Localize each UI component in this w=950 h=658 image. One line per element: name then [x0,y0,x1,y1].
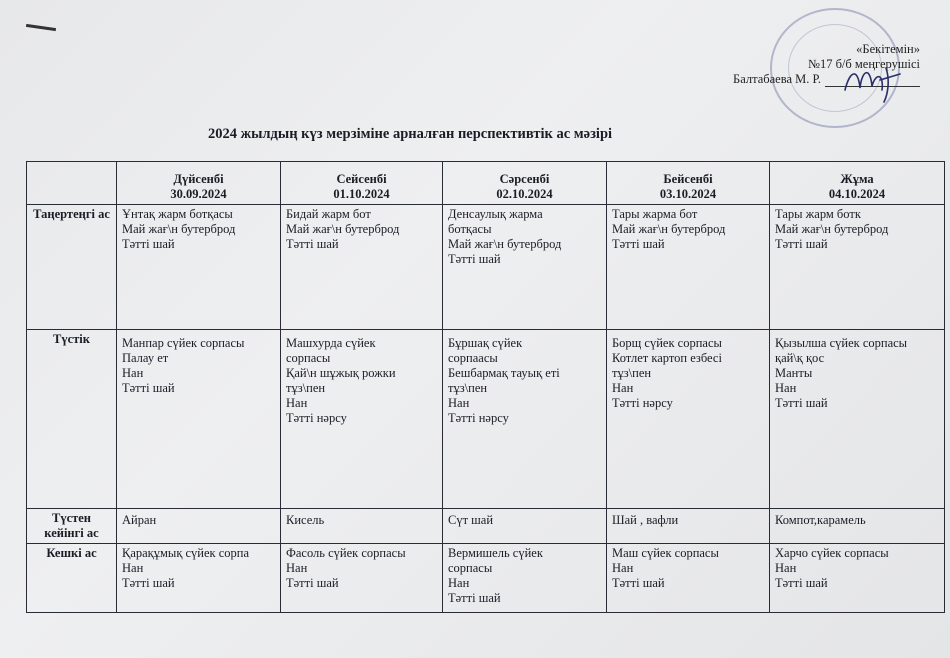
dish-item: Тәтті шай [122,381,175,395]
dish-item: Тәтті нәрсу [448,411,509,425]
day-header: Жұма 04.10.2024 [770,162,945,205]
day-header: Сәрсенбі 02.10.2024 [443,162,607,205]
dish-item: Кисель [286,513,325,527]
header-row [27,162,945,205]
dish-item: Палау ет [122,351,169,365]
signer-name: Балтабаева М. Р. [733,72,821,86]
handwritten-signature [840,60,910,105]
dish-item: Қарақұмық сүйек сорпа [122,546,250,560]
dish-item: Шай , вафли [612,513,679,527]
dish-item: Нан [775,381,797,395]
menu-cell [281,544,443,613]
dish-item: Нан [286,396,308,410]
menu-cell [117,509,281,544]
menu-cell [281,509,443,544]
dish-item: Нан [286,561,308,575]
menu-cell [281,330,443,509]
corner-cell [27,162,117,205]
day-header: Дүйсенбі 30.09.2024 [117,162,281,205]
dish-item: Ұнтақ жарм ботқасы [122,207,233,221]
dish-item: Май жағ\н бутерброд [448,237,562,251]
menu-cell [443,544,607,613]
menu-cell [443,330,607,509]
menu-cell [607,544,770,613]
menu-cell [443,205,607,330]
dish-item: Май жағ\н бутерброд [122,222,236,236]
meal-label: Таңертеңгі ас [27,205,117,330]
dish-item: Тәтті шай [775,237,828,251]
menu-cell [117,330,281,509]
dish-item: Тәтті шай [286,576,339,590]
dish-item: Манпар сүйек сорпасы [122,336,245,350]
dish-item: ботқасы [448,222,492,236]
dish-item: Тәтті шай [775,396,828,410]
dish-item: Фасоль сүйек сорпасы [286,546,406,560]
pen-mark [26,24,56,31]
meal-label: Түстен кейінгі ас [27,509,117,544]
dish-item: тұз\пен [286,381,326,395]
menu-cell [770,544,945,613]
menu-cell [770,509,945,544]
dish-item: Май жағ\н бутерброд [612,222,726,236]
menu-table [26,161,945,613]
dish-item: Тәтті шай [448,252,501,266]
dish-item: Қызылша сүйек сорпасы [775,336,908,350]
dish-item: сорпасы [286,351,331,365]
dish-item: Тәтті нәрсу [612,396,673,410]
dish-item: Тәтті шай [286,237,339,251]
dish-item: Қай\н шұжық рожки [286,366,396,380]
table-row [27,205,945,330]
meal-label: Кешкі ас [27,544,117,613]
menu-cell [443,509,607,544]
dish-item: Харчо сүйек сорпасы [775,546,889,560]
dish-item: Бидай жарм бот [286,207,371,221]
table-row [27,544,945,613]
dish-item: Машхурда сүйек [286,336,376,350]
dish-item: Тары жарма бот [612,207,698,221]
meal-label: Түстік [27,330,117,509]
dish-item: Май жағ\н бутерброд [775,222,889,236]
menu-cell [607,509,770,544]
dish-item: Тәтті шай [448,591,501,605]
document-title: 2024 жылдың күз мерзіміне арналған перспективтік ас мәзірі [207,126,613,142]
dish-item: Тәтті шай [122,237,175,251]
dish-item: Маш сүйек сорпасы [612,546,719,560]
dish-item: қай\қ қос [775,351,825,365]
menu-cell [117,544,281,613]
dish-item: Тәтті шай [775,576,828,590]
dish-item: Айран [122,513,157,527]
dish-item: Бешбармақ тауық еті [448,366,560,380]
dish-item: сорпасы [448,561,493,575]
dish-item: Котлет картоп езбесі [612,351,722,365]
day-header: Сейсенбі 01.10.2024 [281,162,443,205]
dish-item: сорпаасы [448,351,498,365]
dish-item: Манты [775,366,813,380]
dish-item: Тары жарм ботк [775,207,861,221]
table-row [27,330,945,509]
dish-item: Тәтті шай [122,576,175,590]
dish-item: тұз\пен [448,381,488,395]
dish-item: Компот,карамель [775,513,866,527]
day-header: Бейсенбі 03.10.2024 [607,162,770,205]
dish-item: Нан [122,561,144,575]
menu-cell [770,205,945,330]
menu-cell [607,330,770,509]
approval-position: №17 б/б меңгерушісі [808,57,920,71]
dish-item: Нан [448,396,470,410]
dish-item: Борщ сүйек сорпасы [612,336,722,350]
dish-item: Тәтті шай [612,237,665,251]
dish-item: Май жағ\н бутерброд [286,222,400,236]
dish-item: Бұршақ сүйек [448,336,523,350]
menu-cell [770,330,945,509]
menu-cell [281,205,443,330]
table-row [27,509,945,544]
dish-item: тұз\пен [612,366,652,380]
menu-cell [117,205,281,330]
dish-item: Нан [448,576,470,590]
dish-item: Нан [122,366,144,380]
dish-item: Сүт шай [448,513,494,527]
dish-item: Нан [612,561,634,575]
dish-item: Денсаулық жарма [448,207,543,221]
dish-item: Тәтті шай [612,576,665,590]
dish-item: Нан [612,381,634,395]
approval-heading: «Бекітемін» [856,42,920,56]
dish-item: Вермишель сүйек [448,546,543,560]
dish-item: Нан [775,561,797,575]
dish-item: Тәтті нәрсу [286,411,347,425]
menu-cell [607,205,770,330]
